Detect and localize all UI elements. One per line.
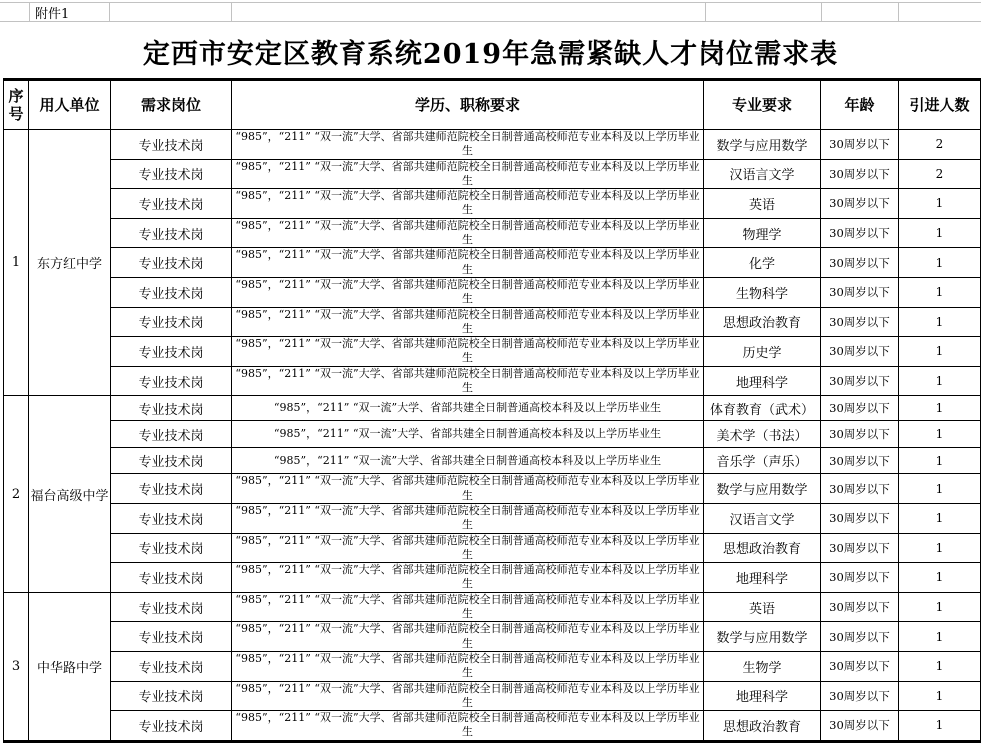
cell-major[interactable]: 化学 — [704, 248, 821, 278]
cell-age[interactable]: 30周岁以下 — [821, 189, 899, 219]
cell-age[interactable]: 30周岁以下 — [821, 533, 899, 563]
cell-count[interactable]: 1 — [899, 503, 981, 533]
cell-major[interactable]: 历史学 — [704, 337, 821, 367]
cell-age[interactable]: 30周岁以下 — [821, 503, 899, 533]
cell-count[interactable]: 1 — [899, 277, 981, 307]
cell-position[interactable]: 专业技术岗 — [111, 681, 232, 711]
cell-count[interactable]: 1 — [899, 421, 981, 448]
table-row — [4, 503, 981, 533]
cell-qualification[interactable]: “985”，“211” “双一流”大学、省部共建师范院校全日制普通高校师范专业本科及以上学历毕业生 — [232, 159, 704, 189]
cell-count[interactable]: 1 — [899, 337, 981, 367]
cell-count[interactable]: 1 — [899, 448, 981, 474]
cell-position[interactable]: 专业技术岗 — [111, 159, 232, 189]
cell-major[interactable]: 音乐学（声乐） — [704, 448, 821, 474]
cell-age[interactable]: 30周岁以下 — [821, 277, 899, 307]
cell-major[interactable]: 体育教育（武术） — [704, 396, 821, 421]
cell-major[interactable]: 地理科学 — [704, 681, 821, 711]
attachment-label: 附件1 — [35, 6, 70, 22]
cell-position[interactable]: 专业技术岗 — [111, 503, 232, 533]
cell-age[interactable]: 30周岁以下 — [821, 448, 899, 474]
header-age[interactable]: 年龄 — [821, 80, 899, 130]
header-row — [4, 80, 981, 130]
cell-qualification[interactable]: “985”，“211” “双一流”大学、省部共建师范院校全日制普通高校师范专业本科及以上学历毕业生 — [232, 622, 704, 652]
table-row — [4, 218, 981, 248]
table-row — [4, 396, 981, 421]
cell-count[interactable]: 1 — [899, 366, 981, 396]
cell-qualification[interactable]: “985”，“211” “双一流”大学、省部共建师范院校全日制普通高校师范专业本科及以上学历毕业生 — [232, 277, 704, 307]
table-row — [4, 366, 981, 396]
table-row — [4, 448, 981, 474]
cell-qualification[interactable]: “985”，“211” “双一流”大学、省部共建师范院校全日制普通高校师范专业本科及以上学历毕业生 — [232, 592, 704, 622]
cell-index[interactable]: 1 — [4, 130, 29, 396]
cell-qualification[interactable]: “985”，“211” “双一流”大学、省部共建师范院校全日制普通高校师范专业本科及以上学历毕业生 — [232, 533, 704, 563]
table-row — [4, 711, 981, 742]
cell-major[interactable]: 思想政治教育 — [704, 711, 821, 742]
cell-age[interactable]: 30周岁以下 — [821, 421, 899, 448]
sheet-title: 定西市安定区教育系统2019年急需紧缺人才岗位需求表 — [142, 39, 839, 70]
cell-qualification[interactable]: “985”，“211” “双一流”大学、省部共建全日制普通高校本科及以上学历毕业生 — [232, 448, 704, 474]
header-position[interactable]: 需求岗位 — [111, 80, 232, 130]
cell-position[interactable]: 专业技术岗 — [111, 448, 232, 474]
table-row — [4, 337, 981, 367]
cell-qualification[interactable]: “985”，“211” “双一流”大学、省部共建师范院校全日制普通高校师范专业本科及以上学历毕业生 — [232, 563, 704, 593]
cell-position[interactable]: 专业技术岗 — [111, 189, 232, 219]
cell-qualification[interactable]: “985”，“211” “双一流”大学、省部共建师范院校全日制普通高校师范专业本科及以上学历毕业生 — [232, 130, 704, 160]
cell-position[interactable]: 专业技术岗 — [111, 563, 232, 593]
table-row — [4, 130, 981, 160]
cell-major[interactable]: 生物学 — [704, 651, 821, 681]
demand-table-body — [4, 130, 981, 742]
cell-major[interactable]: 思想政治教育 — [704, 533, 821, 563]
cell-major[interactable]: 物理学 — [704, 218, 821, 248]
cell-major[interactable]: 美术学（书法） — [704, 421, 821, 448]
cell-major[interactable]: 汉语言文学 — [704, 159, 821, 189]
cell-age[interactable]: 30周岁以下 — [821, 307, 899, 337]
table-row — [4, 248, 981, 278]
cell-count[interactable]: 1 — [899, 396, 981, 421]
cell-position[interactable]: 专业技术岗 — [111, 130, 232, 160]
cell-qualification[interactable]: “985”，“211” “双一流”大学、省部共建师范院校全日制普通高校师范专业本科及以上学历毕业生 — [232, 651, 704, 681]
cell-qualification[interactable]: “985”，“211” “双一流”大学、省部共建全日制普通高校本科及以上学历毕业生 — [232, 421, 704, 448]
table-row — [4, 421, 981, 448]
cell-qualification[interactable]: “985”，“211” “双一流”大学、省部共建全日制普通高校本科及以上学历毕业生 — [232, 396, 704, 421]
cell-major[interactable]: 地理科学 — [704, 563, 821, 593]
table-row — [4, 474, 981, 504]
cell-count[interactable]: 1 — [899, 681, 981, 711]
cell-position[interactable]: 专业技术岗 — [111, 474, 232, 504]
cell-position[interactable]: 专业技术岗 — [111, 651, 232, 681]
cell-qualification[interactable]: “985”，“211” “双一流”大学、省部共建师范院校全日制普通高校师范专业本科及以上学历毕业生 — [232, 681, 704, 711]
cell-age[interactable]: 30周岁以下 — [821, 218, 899, 248]
header-index[interactable]: 序号 — [4, 80, 29, 130]
demand-table — [3, 78, 981, 743]
cell-count[interactable]: 1 — [899, 711, 981, 742]
cell-employer[interactable]: 中华路中学 — [29, 592, 111, 741]
cell-major[interactable]: 英语 — [704, 592, 821, 622]
table-row — [4, 533, 981, 563]
cell-count[interactable]: 1 — [899, 563, 981, 593]
cell-position[interactable]: 专业技术岗 — [111, 307, 232, 337]
cell-age[interactable]: 30周岁以下 — [821, 592, 899, 622]
cell-position[interactable]: 专业技术岗 — [111, 277, 232, 307]
header-employer[interactable]: 用人单位 — [29, 80, 111, 130]
cell-qualification[interactable]: “985”，“211” “双一流”大学、省部共建师范院校全日制普通高校师范专业本科及以上学历毕业生 — [232, 248, 704, 278]
cell-position[interactable]: 专业技术岗 — [111, 622, 232, 652]
cell-age[interactable]: 30周岁以下 — [821, 130, 899, 160]
cell-qualification[interactable]: “985”，“211” “双一流”大学、省部共建师范院校全日制普通高校师范专业本科及以上学历毕业生 — [232, 189, 704, 219]
cell-employer[interactable]: 福台高级中学 — [29, 396, 111, 592]
cell-major[interactable]: 数学与应用数学 — [704, 474, 821, 504]
cell-count[interactable]: 1 — [899, 189, 981, 219]
grid-cell[interactable] — [232, 3, 706, 21]
cell-major[interactable]: 思想政治教育 — [704, 307, 821, 337]
cell-employer[interactable]: 东方红中学 — [29, 130, 111, 396]
cell-qualification[interactable]: “985”，“211” “双一流”大学、省部共建师范院校全日制普通高校师范专业本科及以上学历毕业生 — [232, 337, 704, 367]
demand-table-header — [4, 80, 981, 130]
grid-cell[interactable] — [110, 3, 232, 21]
cell-count[interactable]: 1 — [899, 592, 981, 622]
cell-count[interactable]: 1 — [899, 474, 981, 504]
cell-age[interactable]: 30周岁以下 — [821, 622, 899, 652]
cell-age[interactable]: 30周岁以下 — [821, 474, 899, 504]
cell-major[interactable]: 生物科学 — [704, 277, 821, 307]
grid-cell[interactable] — [822, 3, 899, 21]
header-qualification[interactable]: 学历、职称要求 — [232, 80, 704, 130]
header-major[interactable]: 专业要求 — [704, 80, 821, 130]
table-row — [4, 592, 981, 622]
cell-position[interactable]: 专业技术岗 — [111, 366, 232, 396]
cell-qualification[interactable]: “985”，“211” “双一流”大学、省部共建师范院校全日制普通高校师范专业本科及以上学历毕业生 — [232, 503, 704, 533]
attachment-cell[interactable] — [30, 3, 110, 21]
cell-major[interactable]: 数学与应用数学 — [704, 130, 821, 160]
cell-count[interactable]: 1 — [899, 307, 981, 337]
cell-major[interactable]: 数学与应用数学 — [704, 622, 821, 652]
cell-qualification[interactable]: “985”，“211” “双一流”大学、省部共建师范院校全日制普通高校师范专业本科及以上学历毕业生 — [232, 711, 704, 742]
cell-age[interactable]: 30周岁以下 — [821, 337, 899, 367]
cell-position[interactable]: 专业技术岗 — [111, 337, 232, 367]
header-count[interactable]: 引进人数 — [899, 80, 981, 130]
cell-count[interactable]: 2 — [899, 159, 981, 189]
cell-major[interactable]: 地理科学 — [704, 366, 821, 396]
spreadsheet-top-row — [0, 2, 981, 22]
cell-position[interactable]: 专业技术岗 — [111, 711, 232, 742]
cell-age[interactable]: 30周岁以下 — [821, 248, 899, 278]
cell-count[interactable]: 1 — [899, 533, 981, 563]
cell-qualification[interactable]: “985”，“211” “双一流”大学、省部共建师范院校全日制普通高校师范专业本科及以上学历毕业生 — [232, 218, 704, 248]
cell-major[interactable]: 英语 — [704, 189, 821, 219]
cell-age[interactable]: 30周岁以下 — [821, 159, 899, 189]
cell-count[interactable]: 1 — [899, 622, 981, 652]
grid-cell[interactable] — [899, 3, 981, 21]
cell-qualification[interactable]: “985”，“211” “双一流”大学、省部共建师范院校全日制普通高校师范专业本科及以上学历毕业生 — [232, 366, 704, 396]
cell-position[interactable]: 专业技术岗 — [111, 218, 232, 248]
table-row — [4, 651, 981, 681]
cell-position[interactable]: 专业技术岗 — [111, 533, 232, 563]
cell-position[interactable]: 专业技术岗 — [111, 396, 232, 421]
table-row — [4, 563, 981, 593]
cell-count[interactable]: 2 — [899, 130, 981, 160]
cell-count[interactable]: 1 — [899, 248, 981, 278]
cell-index[interactable]: 3 — [4, 592, 29, 741]
cell-major[interactable]: 汉语言文学 — [704, 503, 821, 533]
table-row — [4, 277, 981, 307]
table-row — [4, 622, 981, 652]
cell-age[interactable]: 30周岁以下 — [821, 366, 899, 396]
cell-index[interactable]: 2 — [4, 396, 29, 592]
cell-age[interactable]: 30周岁以下 — [821, 563, 899, 593]
cell-position[interactable]: 专业技术岗 — [111, 592, 232, 622]
table-row — [4, 159, 981, 189]
table-row — [4, 189, 981, 219]
cell-age[interactable]: 30周岁以下 — [821, 651, 899, 681]
cell-count[interactable]: 1 — [899, 218, 981, 248]
cell-age[interactable]: 30周岁以下 — [821, 681, 899, 711]
table-row — [4, 307, 981, 337]
cell-age[interactable]: 30周岁以下 — [821, 711, 899, 742]
cell-qualification[interactable]: “985”，“211” “双一流”大学、省部共建师范院校全日制普通高校师范专业本科及以上学历毕业生 — [232, 474, 704, 504]
grid-cell[interactable] — [0, 3, 30, 21]
cell-age[interactable]: 30周岁以下 — [821, 396, 899, 421]
cell-count[interactable]: 1 — [899, 651, 981, 681]
cell-qualification[interactable]: “985”，“211” “双一流”大学、省部共建师范院校全日制普通高校师范专业本科及以上学历毕业生 — [232, 307, 704, 337]
grid-cell[interactable] — [706, 3, 822, 21]
cell-position[interactable]: 专业技术岗 — [111, 421, 232, 448]
table-row — [4, 681, 981, 711]
cell-position[interactable]: 专业技术岗 — [111, 248, 232, 278]
